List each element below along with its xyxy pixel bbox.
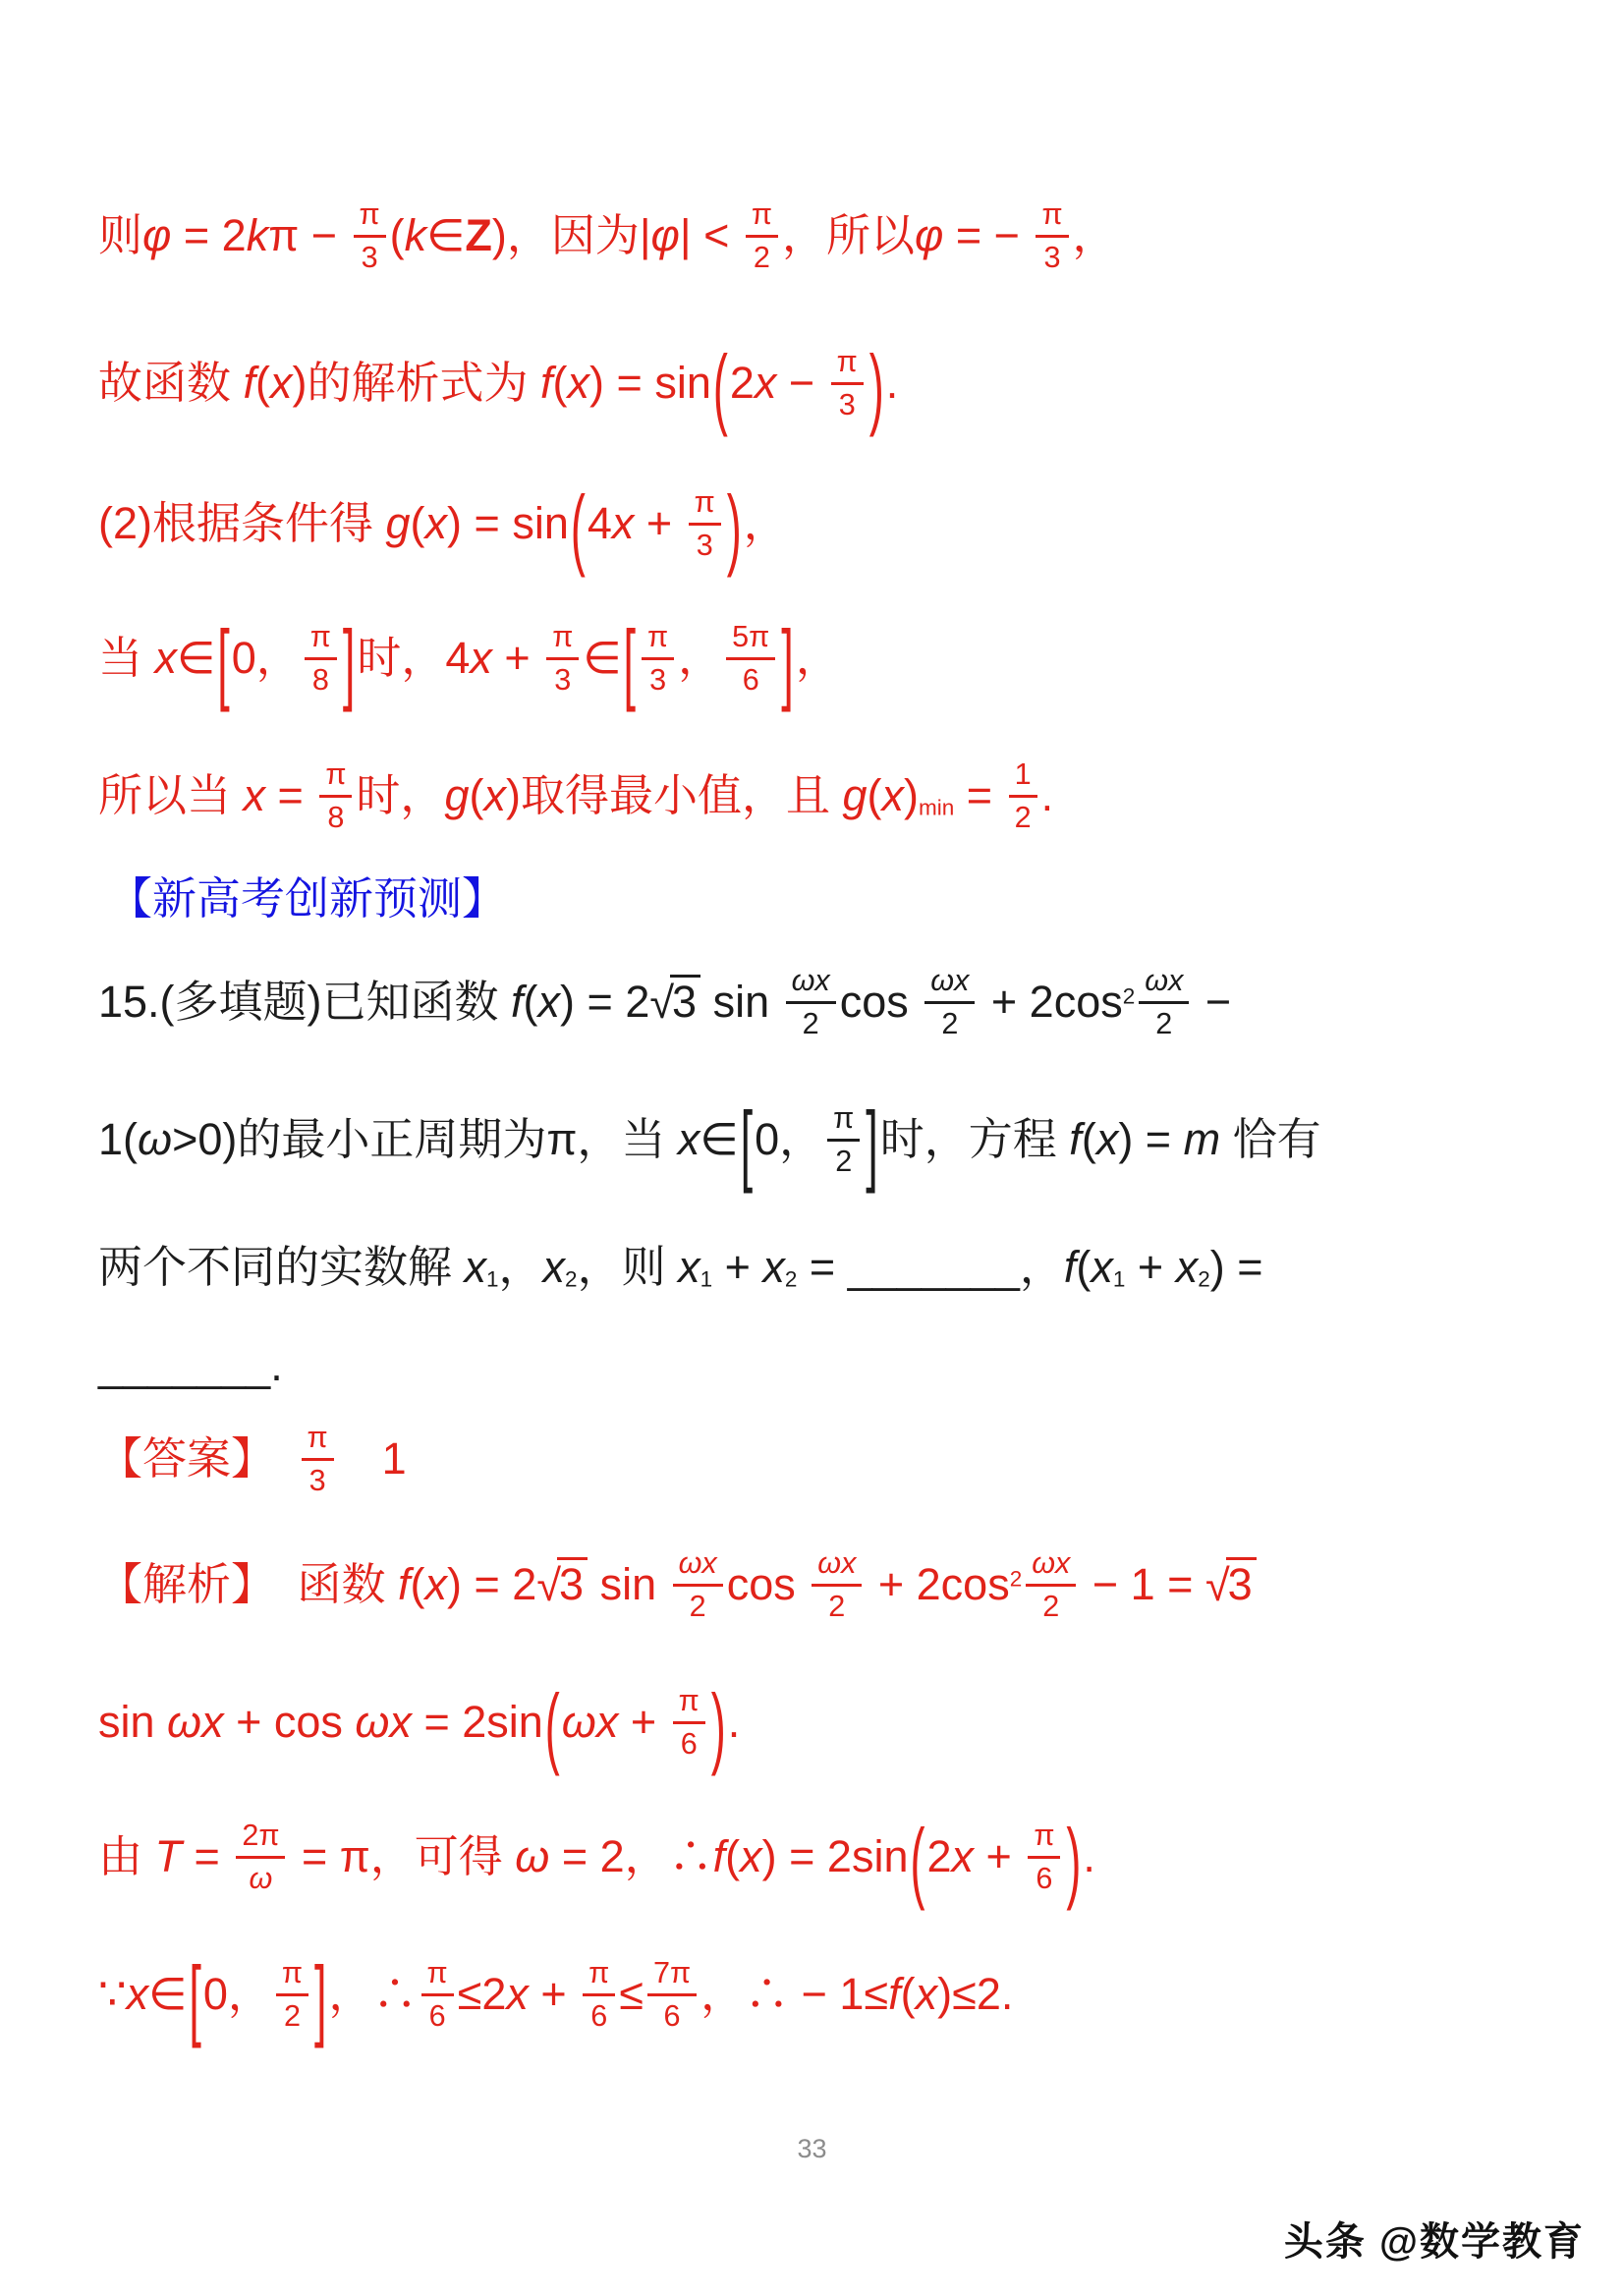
subscript: 1: [1112, 1266, 1126, 1292]
text-run: −: [1193, 977, 1232, 1027]
fraction-denominator: 2: [828, 1589, 846, 1623]
text-run: = π，可得: [289, 1831, 516, 1881]
text-run: (: [255, 358, 271, 408]
text-run: (: [469, 770, 484, 820]
fraction: [647, 1956, 697, 2033]
fraction-denominator: 6: [680, 1726, 698, 1761]
subscript: min: [919, 795, 955, 820]
text-run: .: [727, 1697, 741, 1747]
fraction-denominator: 8: [327, 800, 345, 834]
page-number: 33: [797, 2134, 827, 2163]
text-run: ) = 2sin: [761, 1831, 909, 1881]
fraction-numerator: π: [1036, 197, 1068, 237]
watermark-text: 头条 @数学教育: [1283, 2220, 1585, 2264]
superscript: 2: [1122, 983, 1136, 1009]
fraction: [236, 1819, 285, 1895]
big-bracket: [: [217, 609, 230, 713]
fraction-denominator: 6: [428, 1998, 446, 2033]
big-bracket: (: [570, 475, 586, 579]
text-run: −: [776, 358, 827, 408]
fraction: [1009, 757, 1037, 834]
text-run: 所以当: [98, 770, 244, 820]
subscript: 1: [486, 1266, 499, 1292]
big-bracket: ): [1066, 1808, 1082, 1912]
big-bracket: (: [712, 334, 728, 438]
fraction: [1026, 1546, 1076, 1623]
text-run: 0，: [202, 1969, 272, 2019]
math-line: [98, 457, 1565, 589]
fraction-denominator: 2: [835, 1144, 853, 1178]
text-run: ，: [795, 633, 840, 683]
fraction: [583, 1956, 615, 2033]
fraction-numerator: 2π: [236, 1819, 285, 1858]
subscript: 1: [700, 1266, 713, 1292]
text-run: ，: [678, 633, 723, 683]
fraction-denominator: 2: [1014, 800, 1032, 834]
text-run: .: [885, 358, 899, 408]
text-run: ≤: [619, 1969, 644, 2019]
text-run: 两个不同的实数解: [98, 1242, 465, 1292]
math-variable: m: [1183, 1114, 1221, 1164]
fraction: [831, 345, 864, 421]
math-variable: f: [243, 358, 256, 408]
math-variable: ωx: [167, 1697, 224, 1747]
fraction-denominator: 3: [649, 662, 667, 697]
fraction-numerator: π: [546, 620, 579, 659]
fraction-denominator: 2: [1155, 1006, 1173, 1040]
text-run: − 1 =: [1080, 1559, 1205, 1609]
math-variable: φ: [650, 210, 680, 260]
math-variable: x: [915, 1969, 938, 2019]
math-variable: f: [712, 1831, 726, 1881]
math-variable: x: [424, 1559, 448, 1609]
text-run: (: [410, 1559, 425, 1609]
fraction-numerator: π: [689, 485, 721, 525]
text-run: π −: [268, 210, 350, 260]
math-variable: g: [385, 498, 411, 548]
big-bracket: ]: [781, 609, 794, 713]
text-run: +: [528, 1969, 580, 2019]
text-run: ) = 2: [560, 977, 650, 1027]
text-run: ∈: [700, 1114, 739, 1164]
fraction: [924, 964, 975, 1040]
fraction-denominator: 2: [753, 240, 770, 274]
text-run: = _______，: [797, 1242, 1064, 1292]
text-run: ): [904, 770, 919, 820]
fraction: [1028, 1819, 1060, 1895]
math-variable: x: [464, 1242, 487, 1292]
math-variable: x: [270, 358, 293, 408]
text-run: +: [618, 1697, 669, 1747]
text-run: 恰有: [1220, 1114, 1321, 1164]
text-run: .: [1083, 1831, 1095, 1881]
subscript: 2: [1198, 1266, 1210, 1292]
text-run: 【答案】: [98, 1433, 298, 1484]
fraction-numerator: ωx: [786, 964, 836, 1003]
math-variable: ω: [138, 1114, 173, 1164]
text-run: 故函数: [98, 358, 244, 408]
fraction-numerator: π: [827, 1101, 860, 1141]
math-variable: x: [126, 1969, 149, 2019]
subscript: 2: [784, 1266, 798, 1292]
radicand: 3: [557, 1557, 588, 1607]
fraction-numerator: π: [319, 757, 352, 797]
text-run: (: [389, 210, 405, 260]
fraction-numerator: π: [354, 197, 386, 237]
text-run: ) = sin: [447, 498, 569, 548]
math-variable: f: [1069, 1114, 1082, 1164]
text-run: sin: [700, 977, 782, 1027]
subscript: 2: [565, 1266, 578, 1292]
text-run: sin: [588, 1559, 669, 1609]
big-bracket: ): [710, 1673, 726, 1777]
square-root: [1204, 1557, 1257, 1610]
fraction: [276, 1956, 308, 2033]
analysis-line: [98, 1788, 1565, 1926]
fraction-numerator: ωx: [924, 964, 975, 1003]
radical-sign-icon: √: [1204, 1560, 1230, 1610]
fraction-denominator: 3: [308, 1463, 326, 1497]
big-bracket: ]: [314, 1945, 327, 2049]
problem-line: [98, 933, 1565, 1071]
answer-line: [98, 1405, 1565, 1513]
big-bracket: (: [544, 1673, 560, 1777]
fraction: [354, 197, 386, 274]
text-run: 1: [337, 1433, 407, 1484]
fraction-denominator: 2: [1042, 1589, 1060, 1623]
text-run: _______.: [98, 1340, 283, 1390]
fraction: [1036, 197, 1068, 274]
text-run: = 2: [171, 210, 247, 260]
fraction-numerator: ωx: [1139, 964, 1189, 1003]
text-run: ≤2: [457, 1969, 507, 2019]
fraction-numerator: 1: [1009, 757, 1037, 797]
text-run: = −: [943, 210, 1033, 260]
math-variable: x: [754, 358, 777, 408]
text-run: 当: [98, 633, 155, 683]
text-run: >0)的最小正周期为π，当: [172, 1114, 678, 1164]
math-line: [98, 162, 1565, 309]
fraction-denominator: 2: [689, 1589, 706, 1623]
text-run: (: [1076, 1242, 1092, 1292]
text-run: 时，: [356, 770, 445, 820]
big-bracket: ): [868, 334, 884, 438]
text-run: ，: [1072, 210, 1117, 260]
math-variable: x: [740, 1831, 762, 1881]
text-run: 0，: [231, 633, 301, 683]
text-run: ，: [498, 1242, 543, 1292]
radicand: 3: [1226, 1557, 1257, 1607]
bold-symbol: Z: [465, 210, 492, 260]
math-variable: g: [444, 770, 470, 820]
fraction-denominator: 8: [311, 662, 329, 697]
analysis-line: [98, 1513, 1565, 1655]
math-variable: x: [881, 770, 904, 820]
fraction: [786, 964, 836, 1040]
fraction-denominator: 6: [663, 1998, 681, 2033]
fraction: [302, 1421, 334, 1497]
math-variable: f: [540, 358, 553, 408]
fraction-numerator: π: [642, 620, 674, 659]
fraction-numerator: π: [1028, 1819, 1060, 1858]
fraction-denominator: 6: [590, 1998, 608, 2033]
math-variable: x: [424, 498, 448, 548]
math-variable: f: [511, 977, 524, 1027]
math-variable: x: [1175, 1242, 1199, 1292]
math-variable: ωx: [355, 1697, 412, 1747]
text-run: 由: [98, 1831, 155, 1881]
fraction: [812, 1546, 862, 1623]
text-run: + 2cos: [866, 1559, 1010, 1609]
fraction: [305, 620, 337, 697]
fraction-numerator: π: [305, 620, 337, 659]
big-bracket: [: [623, 609, 637, 713]
text-run: 【新高考创新预测】: [108, 873, 507, 924]
superscript: 2: [1009, 1566, 1023, 1592]
text-run: (: [725, 1831, 741, 1881]
fraction-numerator: π: [302, 1421, 334, 1460]
text-run: (: [410, 498, 425, 548]
text-run: )≤2.: [937, 1969, 1014, 2019]
text-run: sin: [98, 1697, 168, 1747]
text-run: ) =: [1118, 1114, 1184, 1164]
math-variable: ω: [515, 1831, 550, 1881]
fraction-denominator: 3: [696, 528, 713, 562]
text-run: (: [523, 977, 538, 1027]
fraction: [827, 1101, 860, 1178]
text-run: 时，4: [357, 633, 471, 683]
text-run: = 2，∴: [549, 1831, 713, 1881]
analysis-line: [98, 1926, 1565, 2063]
text-run: (2)根据条件得: [98, 498, 386, 548]
text-run: ∵: [98, 1969, 127, 2019]
fraction-numerator: ωx: [812, 1546, 862, 1586]
text-run: ∈: [177, 633, 216, 683]
text-run: ，∴ − 1≤: [700, 1969, 889, 2019]
text-run: 则: [98, 210, 143, 260]
big-bracket: [: [189, 1945, 201, 2049]
math-variable: x: [542, 1242, 566, 1292]
fraction: [642, 620, 674, 697]
text-run: )的解析式为: [292, 358, 541, 408]
fraction: [726, 620, 775, 697]
text-run: +: [974, 1831, 1025, 1881]
math-variable: x: [567, 358, 590, 408]
text-run: ∈: [583, 633, 622, 683]
big-bracket: ]: [342, 609, 356, 713]
math-variable: x: [1091, 1242, 1113, 1292]
big-bracket: ): [726, 475, 742, 579]
text-run: 15.(多填题)已知函数: [98, 977, 512, 1027]
analysis-line: [98, 1655, 1565, 1788]
text-run: +: [1125, 1242, 1176, 1292]
fraction-denominator: 2: [802, 1006, 819, 1040]
math-variable: k: [246, 210, 269, 260]
fraction: [319, 757, 352, 834]
fraction-numerator: π: [831, 345, 864, 384]
math-variable: x: [678, 1242, 700, 1292]
radical-sign-icon: √: [649, 978, 675, 1028]
fraction-denominator: 2: [941, 1006, 959, 1040]
fraction: [689, 485, 721, 562]
text-run: = 2sin: [411, 1697, 543, 1747]
text-run: )取得最小值，且: [505, 770, 843, 820]
text-run: 2: [926, 1831, 952, 1881]
fraction-denominator: 3: [1043, 240, 1061, 274]
problem-line: [98, 1208, 1565, 1326]
fraction-numerator: π: [673, 1684, 705, 1723]
text-run: =: [182, 1831, 233, 1881]
text-run: +: [634, 498, 685, 548]
section-heading: [98, 865, 1565, 933]
text-run: ∈: [148, 1969, 188, 2019]
math-variable: g: [842, 770, 868, 820]
text-run: + 2cos: [979, 977, 1123, 1027]
math-variable: x: [154, 633, 178, 683]
math-variable: φ: [915, 210, 944, 260]
math-line: [98, 727, 1565, 865]
math-variable: x: [243, 770, 266, 820]
text-run: (: [552, 358, 568, 408]
math-variable: ωx: [561, 1697, 619, 1747]
text-run: (: [900, 1969, 916, 2019]
math-variable: x: [506, 1969, 529, 2019]
fraction-numerator: 7π: [647, 1956, 697, 1995]
fraction: [546, 620, 579, 697]
text-run: (: [867, 770, 882, 820]
math-line: [98, 589, 1565, 727]
text-run: ) = 2: [447, 1559, 537, 1609]
text-run: cos: [726, 1559, 809, 1609]
text-run: 0，: [755, 1114, 824, 1164]
fraction-numerator: π: [276, 1956, 308, 1995]
fraction-denominator: ω: [249, 1861, 273, 1895]
text-run: )，因为|: [491, 210, 651, 260]
math-variable: k: [404, 210, 427, 260]
text-run: 2: [729, 358, 755, 408]
math-variable: f: [1063, 1242, 1077, 1292]
fraction: [673, 1684, 705, 1761]
text-run: ) =: [1209, 1242, 1263, 1292]
math-variable: f: [398, 1559, 411, 1609]
fraction: [746, 197, 778, 274]
math-line: [98, 309, 1565, 457]
big-bracket: [: [740, 1091, 754, 1195]
text-run: ∈: [426, 210, 466, 260]
fraction-numerator: π: [421, 1956, 454, 1995]
math-variable: T: [154, 1831, 183, 1881]
text-run: 4: [587, 498, 612, 548]
text-run: ，∴: [328, 1969, 418, 2019]
math-variable: x: [762, 1242, 785, 1292]
math-variable: x: [951, 1831, 975, 1881]
text-run: 时，方程: [879, 1114, 1070, 1164]
fraction: [673, 1546, 723, 1623]
text-run: +: [491, 633, 543, 683]
fraction: [421, 1956, 454, 2033]
text-run: (: [1081, 1114, 1096, 1164]
math-variable: x: [537, 977, 561, 1027]
text-run: +: [712, 1242, 763, 1292]
math-variable: x: [611, 498, 635, 548]
math-variable: φ: [142, 210, 172, 260]
text-run: =: [265, 770, 316, 820]
document-body: [98, 162, 1565, 2063]
text-run: 1(: [98, 1114, 139, 1164]
big-bracket: (: [910, 1808, 925, 1912]
text-run: cos: [839, 977, 922, 1027]
text-run: ，所以: [781, 210, 915, 260]
fraction-numerator: ωx: [673, 1546, 723, 1586]
big-bracket: ]: [866, 1091, 878, 1195]
problem-line: [98, 1326, 1565, 1405]
text-run: ，: [743, 498, 788, 548]
math-variable: x: [677, 1114, 700, 1164]
math-variable: x: [1095, 1114, 1119, 1164]
fraction-numerator: ωx: [1026, 1546, 1076, 1586]
text-run: =: [954, 770, 1005, 820]
fraction: [1139, 964, 1189, 1040]
math-variable: x: [470, 633, 492, 683]
radical-sign-icon: √: [536, 1560, 562, 1610]
math-variable: x: [483, 770, 506, 820]
fraction-numerator: 5π: [726, 620, 775, 659]
square-root: [649, 975, 700, 1028]
math-variable: f: [888, 1969, 901, 2019]
text-run: 【解析】 函数: [98, 1559, 399, 1609]
fraction-numerator: π: [583, 1956, 615, 1995]
text-run: + cos: [223, 1697, 356, 1747]
square-root: [536, 1557, 588, 1610]
fraction-denominator: 3: [838, 387, 856, 421]
radicand: 3: [670, 975, 700, 1025]
fraction-denominator: 3: [554, 662, 572, 697]
text-run: ，则: [577, 1242, 679, 1292]
text-run: .: [1040, 770, 1054, 820]
fraction-denominator: 3: [361, 240, 378, 274]
problem-line: [98, 1071, 1565, 1208]
fraction-denominator: 6: [742, 662, 759, 697]
fraction-denominator: 2: [283, 1998, 301, 2033]
fraction-numerator: π: [746, 197, 778, 237]
text-run: ) = sin: [589, 358, 711, 408]
fraction-denominator: 6: [1036, 1861, 1053, 1895]
text-run: | <: [679, 210, 742, 260]
